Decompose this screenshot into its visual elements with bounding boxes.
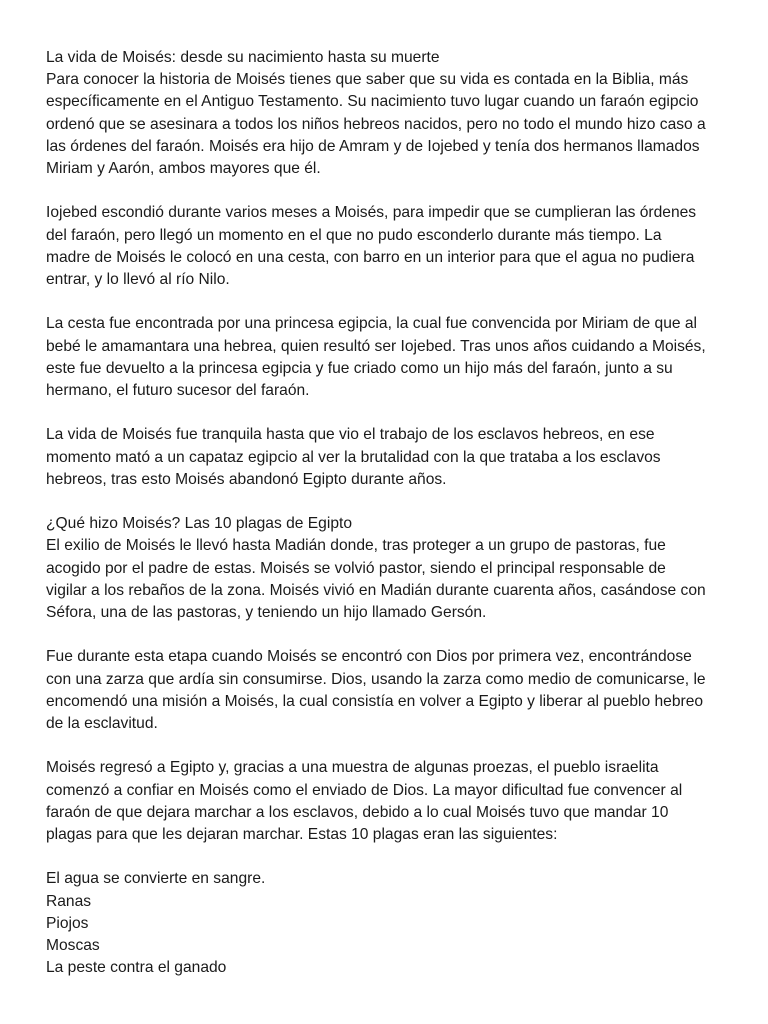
paragraph-line: madre de Moisés le colocó en una cesta, con barro en un interior para que el agua no pudiera: [46, 248, 695, 266]
plagues-list: [46, 868, 736, 979]
paragraph-line: momento mató a un capataz egipcio al ver la brutalidad con la que trataba a los esclavos: [46, 448, 661, 466]
section-plagues: [46, 513, 736, 624]
document-page: [46, 47, 736, 979]
list-item: La peste contra el ganado: [46, 959, 227, 977]
paragraph-line: del faraón, pero llegó un momento en el que no pudo esconderlo durante más tiempo. La: [46, 226, 662, 244]
paragraph-line: El exilio de Moisés le llevó hasta Madián donde, tras proteger a un grupo de pastoras, fue: [46, 537, 666, 555]
paragraph-line: Iojebed escondió durante varios meses a Moisés, para impedir que se cumplieran las órdenes: [46, 204, 697, 222]
list-item: Moscas: [46, 937, 100, 955]
paragraph-line: La vida de Moisés fue tranquila hasta que vio el trabajo de los esclavos hebreos, en ese: [46, 426, 655, 444]
paragraph-line: de la esclavitud.: [46, 715, 158, 733]
paragraph-line: La cesta fue encontrada por una princesa egipcia, la cual fue convencida por Miriam de que al: [46, 315, 698, 333]
paragraph-line: Séfora, una de las pastoras, y teniendo un hijo llamado Gersón.: [46, 604, 487, 622]
paragraph-line: Moisés regresó a Egipto y, gracias a una muestra de algunas proezas, el pueblo israelita: [46, 759, 659, 777]
paragraph-line: ordenó que se asesinara a todos los niños hebreos nacidos, pero no todo el mundo hizo caso a: [46, 115, 706, 133]
paragraph-line: Para conocer la historia de Moisés tienes que saber que su vida es contada en la Biblia, más: [46, 71, 689, 89]
paragraph-line: acogido por el padre de estas. Moisés se volvió pastor, siendo el principal responsable de: [46, 559, 666, 577]
paragraph-line: encomendó una misión a Moisés, la cual consistía en volver a Egipto y liberar al pueblo hebreo: [46, 692, 704, 710]
paragraph-line: hermano, el futuro sucesor del faraón.: [46, 382, 310, 400]
paragraph-line: hebreos, tras esto Moisés abandonó Egipto durante años.: [46, 470, 447, 488]
paragraph-line: Fue durante esta etapa cuando Moisés se encontró con Dios por primera vez, encontrándose: [46, 648, 692, 666]
paragraph-line: las órdenes del faraón. Moisés era hijo de Amram y de Iojebed y tenía dos hermanos llamados: [46, 137, 700, 155]
paragraph-line: este fue devuelto a la princesa egipcia y fue criado como un hijo más del faraón, junto a su: [46, 359, 673, 377]
section-heading: ¿Qué hizo Moisés? Las 10 plagas de Egipto: [46, 515, 352, 533]
paragraph: [46, 202, 736, 291]
paragraph-line: vigilar a los rebaños de la zona. Moisés vivió en Madián durante cuarenta años, casándose con: [46, 581, 706, 599]
paragraph-line: faraón de que dejara marchar a los esclavos, debido a lo cual Moisés tuvo que mandar 10: [46, 803, 669, 821]
section-birth: [46, 47, 736, 180]
paragraph-line: específicamente en el Antiguo Testamento. Su nacimiento tuvo lugar cuando un faraón egipcio: [46, 93, 699, 111]
list-item: Ranas: [46, 892, 92, 910]
list-item: El agua se convierte en sangre.: [46, 870, 266, 888]
paragraph: [46, 313, 736, 402]
paragraph-line: bebé le amamantara una hebrea, quien resultó ser Iojebed. Tras unos años cuidando a Moisés,: [46, 337, 706, 355]
paragraph: [46, 757, 736, 846]
paragraph-line: con una zarza que ardía sin consumirse. Dios, usando la zarza como medio de comunicarse, le: [46, 670, 706, 688]
paragraph: [46, 424, 736, 491]
paragraph-line: Miriam y Aarón, ambos mayores que él.: [46, 160, 321, 178]
list-item: Piojos: [46, 914, 89, 932]
paragraph: [46, 646, 736, 735]
section-heading: La vida de Moisés: desde su nacimiento hasta su muerte: [46, 49, 440, 66]
paragraph-line: plagas para que les dejaran marchar. Estas 10 plagas eran las siguientes:: [46, 826, 558, 844]
paragraph-line: entrar, y lo llevó al río Nilo.: [46, 271, 230, 289]
paragraph-line: comenzó a confiar en Moisés como el enviado de Dios. La mayor dificultad fue convencer al: [46, 781, 683, 799]
